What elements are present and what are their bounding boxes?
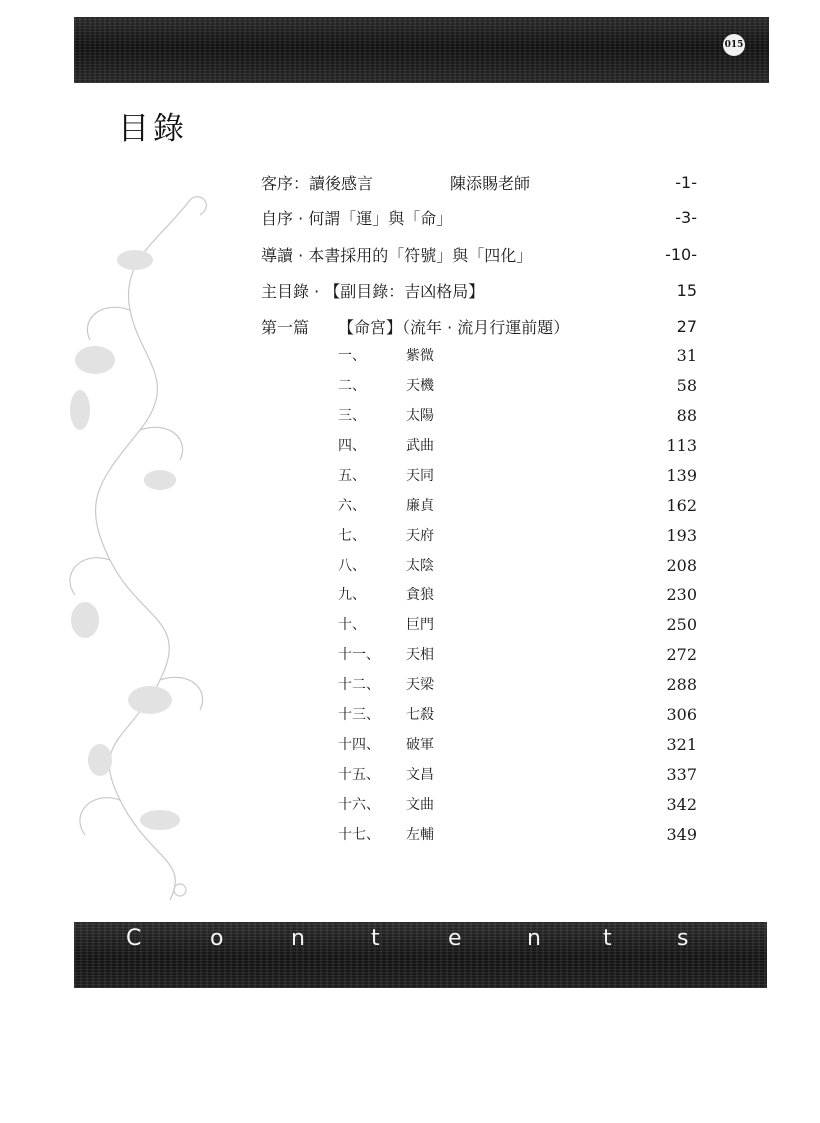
toc-sub-index: 十七、 <box>338 827 380 843</box>
toc-sub-entry[interactable] <box>261 702 697 726</box>
contents-wordmark <box>74 926 767 956</box>
page-title: 目錄 <box>118 111 188 147</box>
toc-sub-page: 342 <box>666 794 697 814</box>
toc-sub-index: 六、 <box>338 498 366 514</box>
contents-letter: s <box>677 926 689 951</box>
toc-sub-index: 五、 <box>338 468 366 484</box>
toc-sub-index: 十六、 <box>338 797 380 813</box>
toc-sub-entry[interactable] <box>261 672 697 696</box>
contents-letter: o <box>210 926 224 951</box>
toc-entry[interactable] <box>261 242 697 266</box>
toc-entry[interactable] <box>261 205 697 229</box>
toc-sub-entry[interactable] <box>261 523 697 547</box>
toc-sub-page: 337 <box>666 764 697 784</box>
toc-sub-page: 113 <box>666 435 697 455</box>
toc-sub-page: 250 <box>666 614 697 634</box>
toc-sub-name: 左輔 <box>406 827 434 843</box>
toc-entry-label: 自序 · 何謂「運」與「命」 <box>261 208 453 228</box>
toc-sub-entry[interactable] <box>261 343 697 367</box>
toc-sub-name: 七殺 <box>406 707 434 723</box>
toc-entry-label: 主目錄 · 【副目錄：吉凶格局】 <box>261 281 485 301</box>
toc-sub-page: 88 <box>676 405 697 425</box>
toc-sub-name: 天同 <box>406 468 434 484</box>
toc-section-title: 【命宮】（流年 · 流月行運前題） <box>338 317 570 337</box>
toc-sub-name: 破軍 <box>406 737 434 753</box>
toc-sub-name: 貪狼 <box>406 587 434 603</box>
toc-sub-entry[interactable] <box>261 433 697 457</box>
footer-banner <box>74 922 767 988</box>
toc-sub-page: 288 <box>666 674 697 694</box>
toc-sub-name: 武曲 <box>406 438 434 454</box>
toc-sub-name: 太陽 <box>406 408 434 424</box>
toc-sub-page: 208 <box>666 555 697 575</box>
toc-sub-name: 太陰 <box>406 558 434 574</box>
toc-sub-index: 四、 <box>338 438 366 454</box>
toc-sub-entry[interactable] <box>261 732 697 756</box>
toc-sub-index: 八、 <box>338 558 366 574</box>
toc-entry-page: -3- <box>675 207 697 227</box>
toc-sub-entry[interactable] <box>261 373 697 397</box>
toc-sub-entry[interactable] <box>261 403 697 427</box>
toc-sub-entry[interactable] <box>261 612 697 636</box>
toc-entry-page: -1- <box>675 172 697 192</box>
toc-sub-page: 321 <box>666 734 697 754</box>
toc-sub-page: 306 <box>666 704 697 724</box>
toc-sub-name: 廉貞 <box>406 498 434 514</box>
toc-sub-name: 天機 <box>406 378 434 394</box>
toc-sub-entry[interactable] <box>261 582 697 606</box>
contents-letter: n <box>527 926 541 951</box>
toc-sub-name: 文昌 <box>406 767 434 783</box>
header-banner <box>74 17 769 83</box>
toc-sub-name: 天相 <box>406 647 434 663</box>
toc-sub-name: 文曲 <box>406 797 434 813</box>
floral-ornament-icon <box>40 180 230 910</box>
toc-sub-entry[interactable] <box>261 822 697 846</box>
toc-sub-entry[interactable] <box>261 553 697 577</box>
toc-sub-index: 十一、 <box>338 647 380 663</box>
toc-sub-page: 162 <box>666 495 697 515</box>
toc-section-label: 第一篇 <box>261 317 310 337</box>
toc-sub-entry[interactable] <box>261 762 697 786</box>
toc-sub-entry[interactable] <box>261 642 697 666</box>
toc-entry-author: 陳添賜老師 <box>450 173 531 193</box>
toc-sub-index: 一、 <box>338 348 366 364</box>
toc-entry-page: -10- <box>665 244 697 264</box>
toc-sub-page: 272 <box>666 644 697 664</box>
toc-sub-index: 十二、 <box>338 677 380 693</box>
toc-sub-index: 十四、 <box>338 737 380 753</box>
toc-sub-page: 230 <box>666 584 697 604</box>
toc-sub-index: 九、 <box>338 587 366 603</box>
toc-sub-entry[interactable] <box>261 463 697 487</box>
toc-entry[interactable] <box>261 278 697 302</box>
toc-entry-page: 27 <box>676 316 697 336</box>
toc-entry-label: 導讀 · 本書採用的「符號」與「四化」 <box>261 245 533 265</box>
contents-letter: e <box>448 926 462 951</box>
page-number-badge: 015 <box>723 34 745 56</box>
contents-letter: t <box>603 926 612 951</box>
toc-sub-entry[interactable] <box>261 792 697 816</box>
toc-sub-index: 十、 <box>338 617 366 633</box>
toc-sub-page: 31 <box>676 345 697 365</box>
toc-entry[interactable] <box>261 170 697 194</box>
toc-sub-name: 巨門 <box>406 617 434 633</box>
toc-sub-index: 二、 <box>338 378 366 394</box>
toc-sub-page: 349 <box>666 824 697 844</box>
contents-letter: C <box>126 926 142 951</box>
contents-letter: t <box>371 926 380 951</box>
toc-sub-index: 十五、 <box>338 767 380 783</box>
toc-sub-page: 139 <box>666 465 697 485</box>
toc-sub-name: 天府 <box>406 528 434 544</box>
toc-sub-index: 三、 <box>338 408 366 424</box>
contents-letter: n <box>291 926 305 951</box>
toc-sub-entry[interactable] <box>261 493 697 517</box>
toc-sub-name: 天梁 <box>406 677 434 693</box>
toc-sub-name: 紫微 <box>406 348 434 364</box>
toc-sub-index: 七、 <box>338 528 366 544</box>
toc-entry[interactable] <box>261 314 697 338</box>
toc-entry-page: 15 <box>676 280 697 300</box>
toc-entry-label: 客序：讀後感言 <box>261 173 374 193</box>
toc-sub-page: 58 <box>676 375 697 395</box>
toc-sub-page: 193 <box>666 525 697 545</box>
toc-sub-index: 十三、 <box>338 707 380 723</box>
